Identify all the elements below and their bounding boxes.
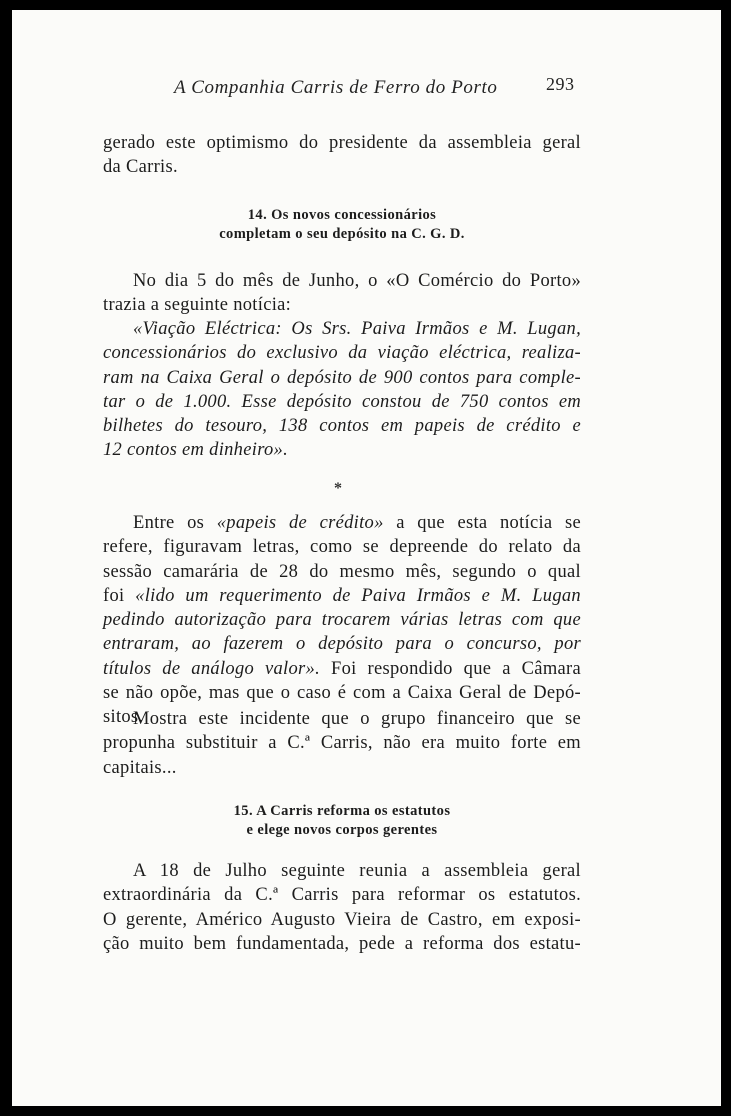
heading-line xyxy=(103,802,581,821)
section-separator-asterisk: * xyxy=(334,480,342,497)
text-line: Entre os «papeis de crédito» a que esta notícia se xyxy=(133,513,581,533)
text-line: capitais... xyxy=(103,757,177,778)
paragraph-papeis-de-credito xyxy=(103,511,581,730)
quoted-news-item xyxy=(103,317,581,463)
book-page xyxy=(12,10,721,1106)
text-line: foi «lido um requerimento de Paiva Irmãos e M. Lugan xyxy=(103,585,581,606)
text-line: No dia 5 do mês de Junho, o «O Comércio do Porto» xyxy=(133,271,581,291)
quote-line: bilhetes do tesouro, 138 contos em papeis de crédito e xyxy=(103,416,581,437)
running-head-title: A Companhia Carris de Ferro do Porto xyxy=(174,77,498,98)
text-line: A 18 de Julho seguinte reunia a assembleia geral xyxy=(133,861,581,881)
text-line: propunha substituir a C.ª Carris, não era muito forte em xyxy=(103,733,581,754)
page-number: 293 xyxy=(546,74,575,94)
heading-text: Os novos concessionários xyxy=(271,207,437,223)
quote-line: ram na Caixa Geral o depósito de 900 contos para comple- xyxy=(103,367,581,388)
section-number: 14. xyxy=(247,207,268,223)
text-line: refere, figuravam letras, como se depreende do relato da xyxy=(103,537,581,558)
quote-line: «Viação Eléctrica: Os Srs. Paiva Irmãos e M. Lugan, xyxy=(133,319,581,339)
text-line: pedindo autorização para trocarem várias letras com que xyxy=(103,610,581,631)
section-heading-14 xyxy=(103,206,581,244)
heading-line: completam o seu depósito na C. G. D. xyxy=(219,226,465,242)
text-line: gerado este optimismo do presidente da assembleia geral xyxy=(103,133,581,153)
quote-line: 12 contos em dinheiro». xyxy=(103,440,289,461)
text-line: da Carris. xyxy=(103,157,178,178)
quote-line: tar o de 1.000. Esse depósito constou de 750 contos em xyxy=(103,391,581,412)
text-line: ção muito bem fundamentada, pede a reforma dos estatu- xyxy=(103,933,581,954)
section-number: 15. xyxy=(233,803,253,819)
text-line: O gerente, Américo Augusto Vieira de Castro, em exposi- xyxy=(103,909,581,930)
text-line: sitos. xyxy=(103,707,144,728)
heading-text: A Carris reforma os estatutos xyxy=(256,803,451,819)
paragraph-assembleia xyxy=(103,859,581,956)
paragraph-incidente xyxy=(103,707,581,780)
paragraph-news-intro xyxy=(103,269,581,318)
heading-line xyxy=(103,206,581,225)
section-heading-15 xyxy=(103,802,581,840)
text-line: se não opõe, mas que o caso é com a Caixa Geral de Depó- xyxy=(103,683,581,704)
text-line: entraram, ao fazerem o depósito para o concurso, por xyxy=(103,634,581,655)
text-line: trazia a seguinte notícia: xyxy=(103,295,292,316)
text-line: Mostra este incidente que o grupo financeiro que se xyxy=(133,709,581,729)
quote-line: concessionários do exclusivo da viação eléctrica, realiza- xyxy=(103,343,581,364)
text-line: sessão camarária de 28 do mesmo mês, segundo o qual xyxy=(103,561,581,582)
paragraph-continuation xyxy=(103,131,581,180)
heading-line: e elege novos corpos gerentes xyxy=(246,822,438,838)
text-line: extraordinária da C.ª Carris para reformar os estatutos. xyxy=(103,885,581,906)
text-line: títulos de análogo valor». Foi respondido que a Câmara xyxy=(103,658,581,679)
